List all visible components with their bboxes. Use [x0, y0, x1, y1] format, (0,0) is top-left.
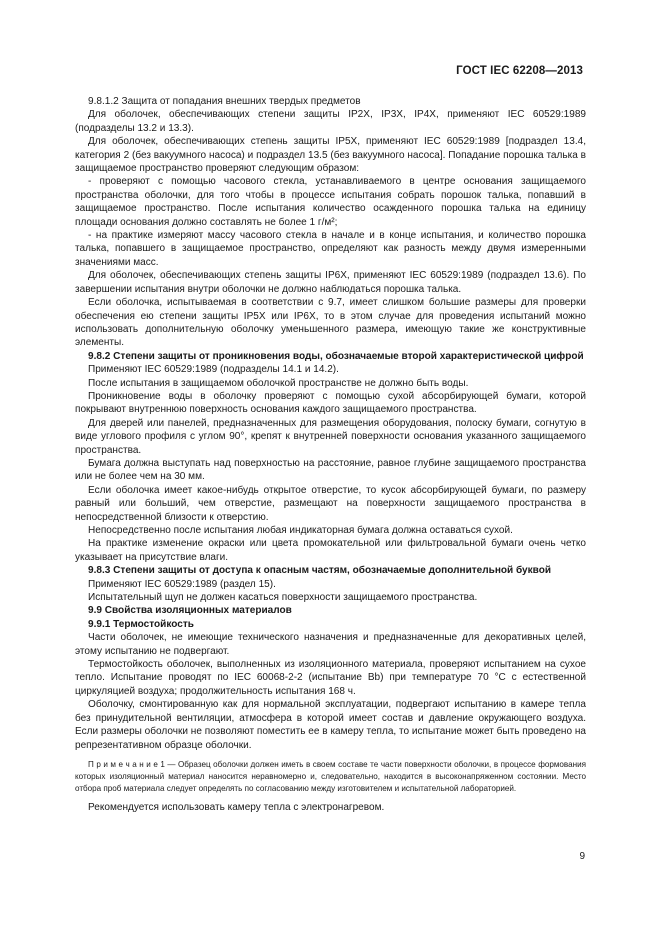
document-body	[75, 95, 586, 814]
list-item: - проверяют с помощью часового стекла, устанавливаемого в центре основания защищаемого пространства оболочки, для того чтобы в процессе испытания собрать порошок талька, попавший в защищаемое пространство. После испытания количество осажденного порошка талька на единицу площади основания должно составлять не более 1 г/м²;	[75, 176, 586, 228]
paragraph: Бумага должна выступать над поверхностью на расстояние, равное глубине защищаемого пространства или не более чем на 30 мм.	[75, 457, 586, 483]
page-number: 9	[579, 851, 585, 862]
paragraph: На практике изменение окраски или цвета промокательной или фильтровальной бумаги очень четко указывает на присутствие влаги.	[75, 538, 586, 563]
paragraph: Если оболочка, испытываемая в соответствии с 9.7, имеет слишком большие размеры для проверки обеспечения ею степени защиты IP5X или IP6X, то в этом случае для проведения испытаний можно использовать дополнительную оболочку уменьшенного размера, имеющую такие же конструктивные элементы.	[75, 297, 586, 349]
standard-header: ГОСТ IEC 62208—2013	[456, 65, 583, 77]
paragraph: Оболочку, смонтированную как для нормальной эксплуатации, подвергают испытанию в камере тепла без принудительной вентиляции, атмосфера в которой имеет состав и давление окружающего воздуха. Если размеры оболочки не позволяют поместить ее в камеру тепла, то испытание может быть проведено на репрезентативном образце оболочки.	[75, 699, 586, 751]
paragraph: Для дверей или панелей, предназначенных для размещения оборудования, полоску бумаги, согнутую в виде углового профиля с углом 90°, крепят к внутренней поверхности основания указанного защищаемого пространства.	[75, 417, 586, 456]
paragraph: Применяют IEC 60529:1989 (подразделы 14.1 и 14.2).	[88, 364, 339, 376]
paragraph: Для оболочек, обеспечивающих степень защиты IP5X, применяют IEC 60529:1989 [подраздел 13.4, категория 2 (без вакуумного насоса) и подраздел 13.5 (без вакуумного насоса]. Попадание порошка талька в защищаемое пространство проверяют следующим образом:	[75, 136, 586, 175]
paragraph: Для оболочек, обеспечивающих степень защиты IP6X, применяют IEC 60529:1989 (подраздел 13.6). По завершении испытания внутри оболочки не должно наблюдаться порошка талька.	[75, 270, 586, 295]
paragraph: После испытания в защищаемом оболочкой пространстве не должно быть воды.	[88, 377, 469, 389]
paragraph: Рекомендуется использовать камеру тепла с электронагревом.	[88, 801, 385, 813]
section-heading-9-9-1: 9.9.1 Термостойкость	[88, 618, 194, 630]
section-heading-9-8-3: 9.8.3 Степени защиты от доступа к опасным частям, обозначаемые дополнительной буквой	[88, 565, 552, 577]
subsection-heading-9-8-1-2: 9.8.1.2 Защита от попадания внешних твердых предметов	[88, 96, 361, 107]
paragraph: Для оболочек, обеспечивающих степени защиты IP2X, IP3X, IP4X, применяют IEC 60529:1989 (подразделы 13.2 и 13.3).	[75, 109, 586, 134]
note: П р и м е ч а н и е 1 — Образец оболочки должен иметь в своем составе те части поверхности оболочки, в процессе формования которых изоляционный материал наносится неравномерно и, следовательно, находится в высоконапряженном состоянии. Место отбора проб материала следует определять по согласованию между изготовителем и испытательной лабораторией.	[75, 759, 586, 793]
paragraph: Испытательный щуп не должен касаться поверхности защищаемого пространства.	[88, 592, 478, 604]
paragraph: Термостойкость оболочек, выполненных из изоляционного материала, проверяют испытанием на сухое тепло. Испытание проводят по IEC 60068-2-2 (испытание Bb) при температуре 70 °С с естественной циркуляцией воздуха; продолжительность испытания 168 ч.	[75, 659, 586, 697]
paragraph: Непосредственно после испытания любая индикаторная бумага должна оставаться сухой.	[88, 525, 513, 536]
section-heading-9-9: 9.9 Свойства изоляционных материалов	[88, 605, 292, 617]
paragraph: Применяют IEC 60529:1989 (раздел 15).	[88, 578, 276, 590]
section-heading-9-8-2: 9.8.2 Степени защиты от проникновения воды, обозначаемые второй характеристической цифрой	[88, 350, 584, 362]
paragraph: Проникновение воды в оболочку проверяют с помощью сухой абсорбирующей бумаги, которой покрывают внутреннюю поверхность основания каждого защищаемого пространства.	[75, 390, 586, 416]
list-item: - на практике измеряют массу часового стекла в начале и в конце испытания, и количество порошка талька, попавшего в защищаемое пространство, определяют как разность между двумя измеренными значениями масс.	[75, 230, 586, 268]
paragraph: Части оболочек, не имеющие технического назначения и предназначенные для декоративных целей, этому испытанию не подвергают.	[75, 632, 586, 657]
paragraph: Если оболочка имеет какое-нибудь открытое отверстие, то кусок абсорбирующей бумаги, по размеру равный или больший, чем отверстие, размещают на поверхности защищаемого пространства в непосредственной близости к отверстию.	[75, 484, 586, 523]
